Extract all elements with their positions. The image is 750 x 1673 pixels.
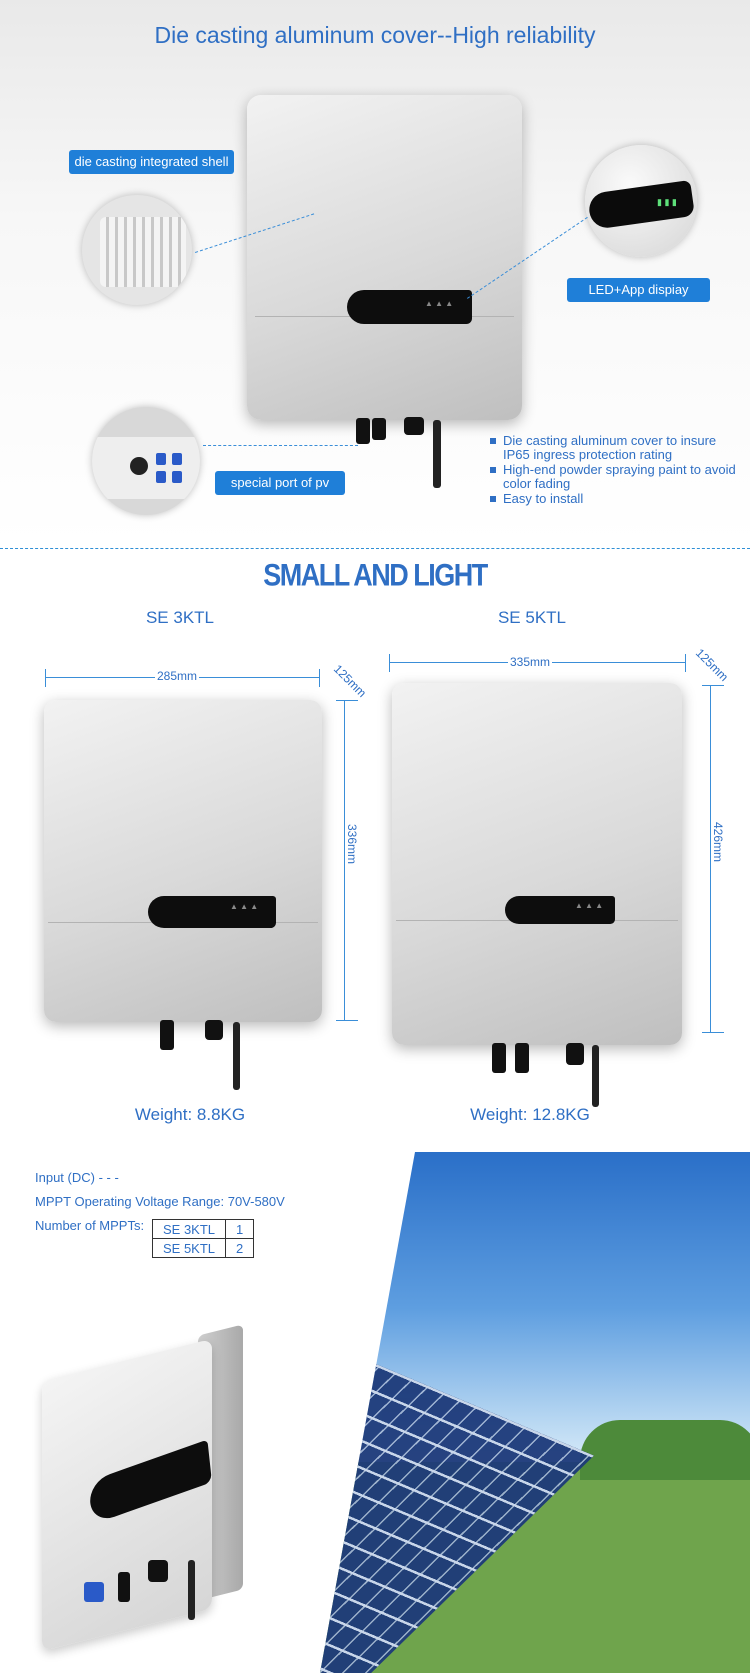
dimension-tick xyxy=(702,1032,724,1033)
antenna xyxy=(433,420,441,488)
spec-input: Input (DC) - - - xyxy=(35,1170,119,1185)
dimension-tick xyxy=(319,669,320,687)
callout-leader-line xyxy=(203,445,358,446)
feature-list xyxy=(488,434,738,507)
feature-item: Easy to install xyxy=(488,492,738,506)
section-title: SMALL AND LIGHT xyxy=(263,557,487,593)
shell-detail-image xyxy=(82,195,192,305)
feature-item: Die casting aluminum cover to insure IP65 ingress protection rating xyxy=(488,434,738,462)
model-label: SE 5KTL xyxy=(497,608,567,627)
dimension-tick xyxy=(702,685,724,686)
pv-connector xyxy=(160,1020,174,1050)
table-row xyxy=(153,1239,254,1258)
dimension-tick xyxy=(45,669,46,687)
dimension-tick xyxy=(336,1020,358,1021)
pv-connector xyxy=(356,418,370,444)
table-cell-value: 2 xyxy=(226,1239,254,1258)
callout-shell: die casting integrated shell xyxy=(69,150,234,174)
port-detail-image xyxy=(92,407,200,515)
dimension-tick xyxy=(389,654,390,672)
depth-dimension-label: 125mm xyxy=(330,661,370,701)
dimension-tick xyxy=(685,654,686,672)
width-dimension-label: 285mm xyxy=(157,669,198,683)
table-cell-model: SE 3KTL xyxy=(153,1220,226,1239)
inverter-se5ktl-image: ▲ ▲ ▲ xyxy=(392,683,682,1045)
spec-mppt-voltage: MPPT Operating Voltage Range: 70V-580V xyxy=(35,1194,285,1209)
ac-connector xyxy=(404,417,424,435)
dimension-tick xyxy=(336,700,358,701)
led-detail-image: ▮ ▮ ▮ xyxy=(585,145,697,257)
antenna xyxy=(233,1022,240,1090)
feature-item: High-end powder spraying paint to avoid color fading xyxy=(488,463,738,491)
pv-connector xyxy=(515,1043,529,1073)
table-row xyxy=(153,1220,254,1239)
depth-dimension-label: 125mm xyxy=(692,645,732,685)
antenna xyxy=(592,1045,599,1107)
mppt-table xyxy=(152,1219,254,1258)
pv-connector xyxy=(372,418,386,440)
inverter-main-image xyxy=(247,95,522,420)
height-dimension-label: 426mm xyxy=(711,821,726,863)
pv-connector xyxy=(492,1043,506,1073)
page-title: Die casting aluminum cover--High reliability xyxy=(154,22,596,48)
model-label: SE 3KTL xyxy=(145,608,215,627)
width-dimension-label: 335mm xyxy=(510,655,551,669)
solar-panel-photo xyxy=(320,1152,750,1673)
section-divider xyxy=(0,548,750,549)
callout-led: LED+App dispiay xyxy=(567,278,710,302)
table-cell-value: 1 xyxy=(226,1220,254,1239)
ac-connector xyxy=(566,1043,584,1065)
ac-connector xyxy=(205,1020,223,1040)
table-cell-model: SE 5KTL xyxy=(153,1239,226,1258)
weight-label: Weight: 12.8KG xyxy=(470,1105,590,1124)
inverter-se3ktl-image: ▲ ▲ ▲ xyxy=(44,700,322,1022)
inverter-angled-image xyxy=(38,1310,248,1620)
height-dimension-label: 336mm xyxy=(345,823,360,865)
callout-port: special port of pv xyxy=(215,471,345,495)
inverter-display-panel: ▲ ▲ ▲ xyxy=(347,290,472,324)
spec-mppt-count-label: Number of MPPTs: xyxy=(35,1218,145,1233)
weight-label: Weight: 8.8KG xyxy=(134,1105,246,1124)
